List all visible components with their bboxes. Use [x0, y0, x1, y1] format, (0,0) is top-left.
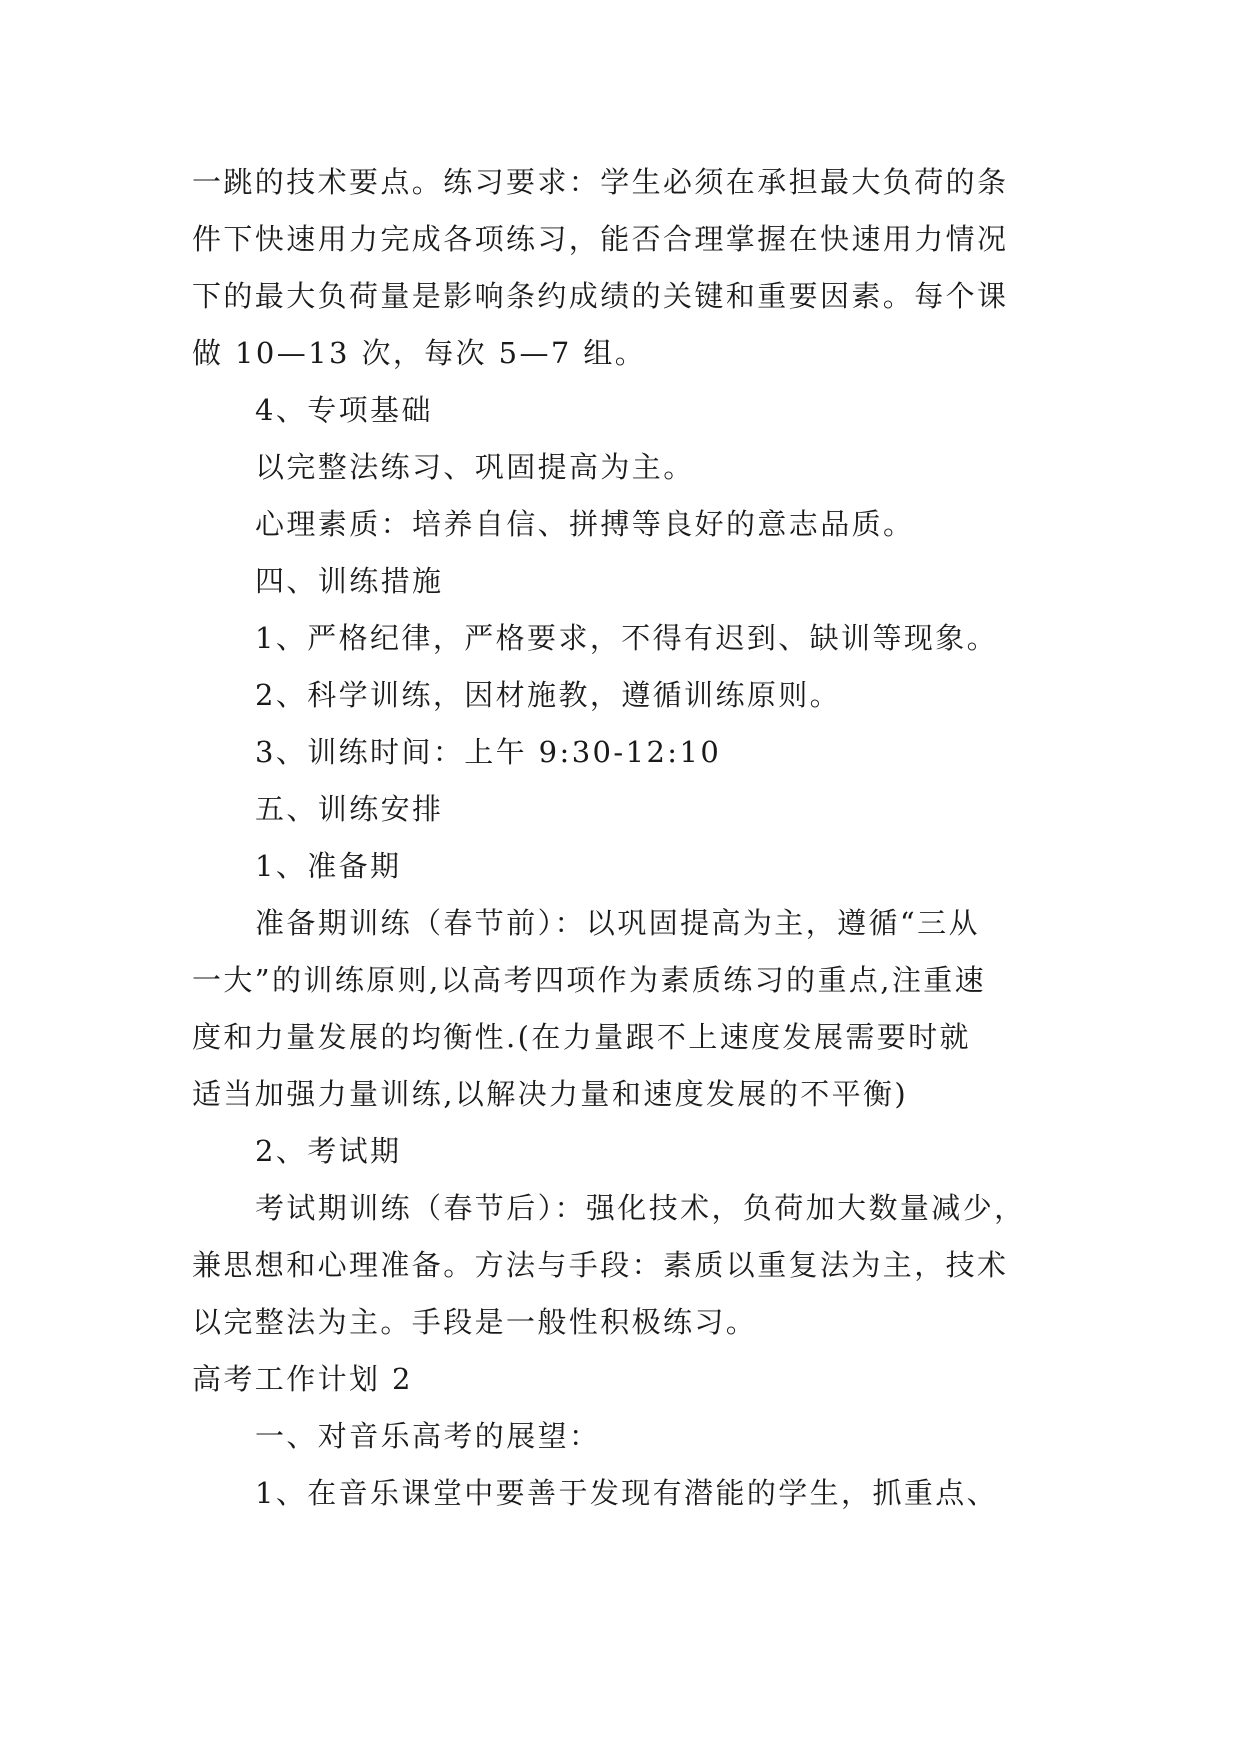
paragraph-line: 以完整法为主。手段是一般性积极练习。 [192, 1305, 758, 1339]
section-heading: 1、准备期 [255, 849, 402, 883]
paragraph-line: 适当加强力量训练,以解决力量和速度发展的不平衡) [192, 1077, 909, 1111]
section-heading: 一、对音乐高考的展望： [255, 1419, 601, 1453]
paragraph-line: 下的最大负荷量是影响条约成绩的关键和重要因素。每个课 [192, 279, 1009, 313]
section-heading: 2、考试期 [255, 1134, 402, 1168]
document-title: 高考工作计划 2 [192, 1362, 413, 1396]
section-heading: 4、专项基础 [255, 393, 433, 427]
paragraph-line: 一跳的技术要点。练习要求：学生必须在承担最大负荷的条 [192, 165, 1009, 199]
section-heading: 五、训练安排 [255, 792, 444, 826]
paragraph-line: 准备期训练（春节前）：以巩固提高为主，遵循“三从 [255, 906, 980, 940]
paragraph-line: 做 10—13 次，每次 5—7 组。 [192, 336, 647, 370]
list-item: 2、科学训练，因材施教，遵循训练原则。 [255, 678, 842, 712]
paragraph-line: 兼思想和心理准备。方法与手段：素质以重复法为主，技术 [192, 1248, 1009, 1282]
paragraph-line: 度和力量发展的均衡性.(在力量跟不上速度发展需要时就 [192, 1020, 971, 1054]
section-heading: 四、训练措施 [255, 564, 444, 598]
paragraph-line: 件下快速用力完成各项练习，能否合理掌握在快速用力情况 [192, 222, 1009, 256]
list-item: 1、在音乐课堂中要善于发现有潜能的学生，抓重点、 [255, 1476, 999, 1510]
paragraph-line: 心理素质：培养自信、拼搏等良好的意志品质。 [255, 507, 915, 541]
list-item: 3、训练时间：上午 9:30-12:10 [255, 735, 722, 769]
list-item: 1、严格纪律，严格要求，不得有迟到、缺训等现象。 [255, 621, 999, 655]
paragraph-line: 以完整法练习、巩固提高为主。 [255, 450, 695, 484]
paragraph-line: 一大”的训练原则,以高考四项作为素质练习的重点,注重速 [192, 963, 987, 997]
paragraph-line: 考试期训练（春节后）：强化技术，负荷加大数量减少， [255, 1191, 1026, 1225]
